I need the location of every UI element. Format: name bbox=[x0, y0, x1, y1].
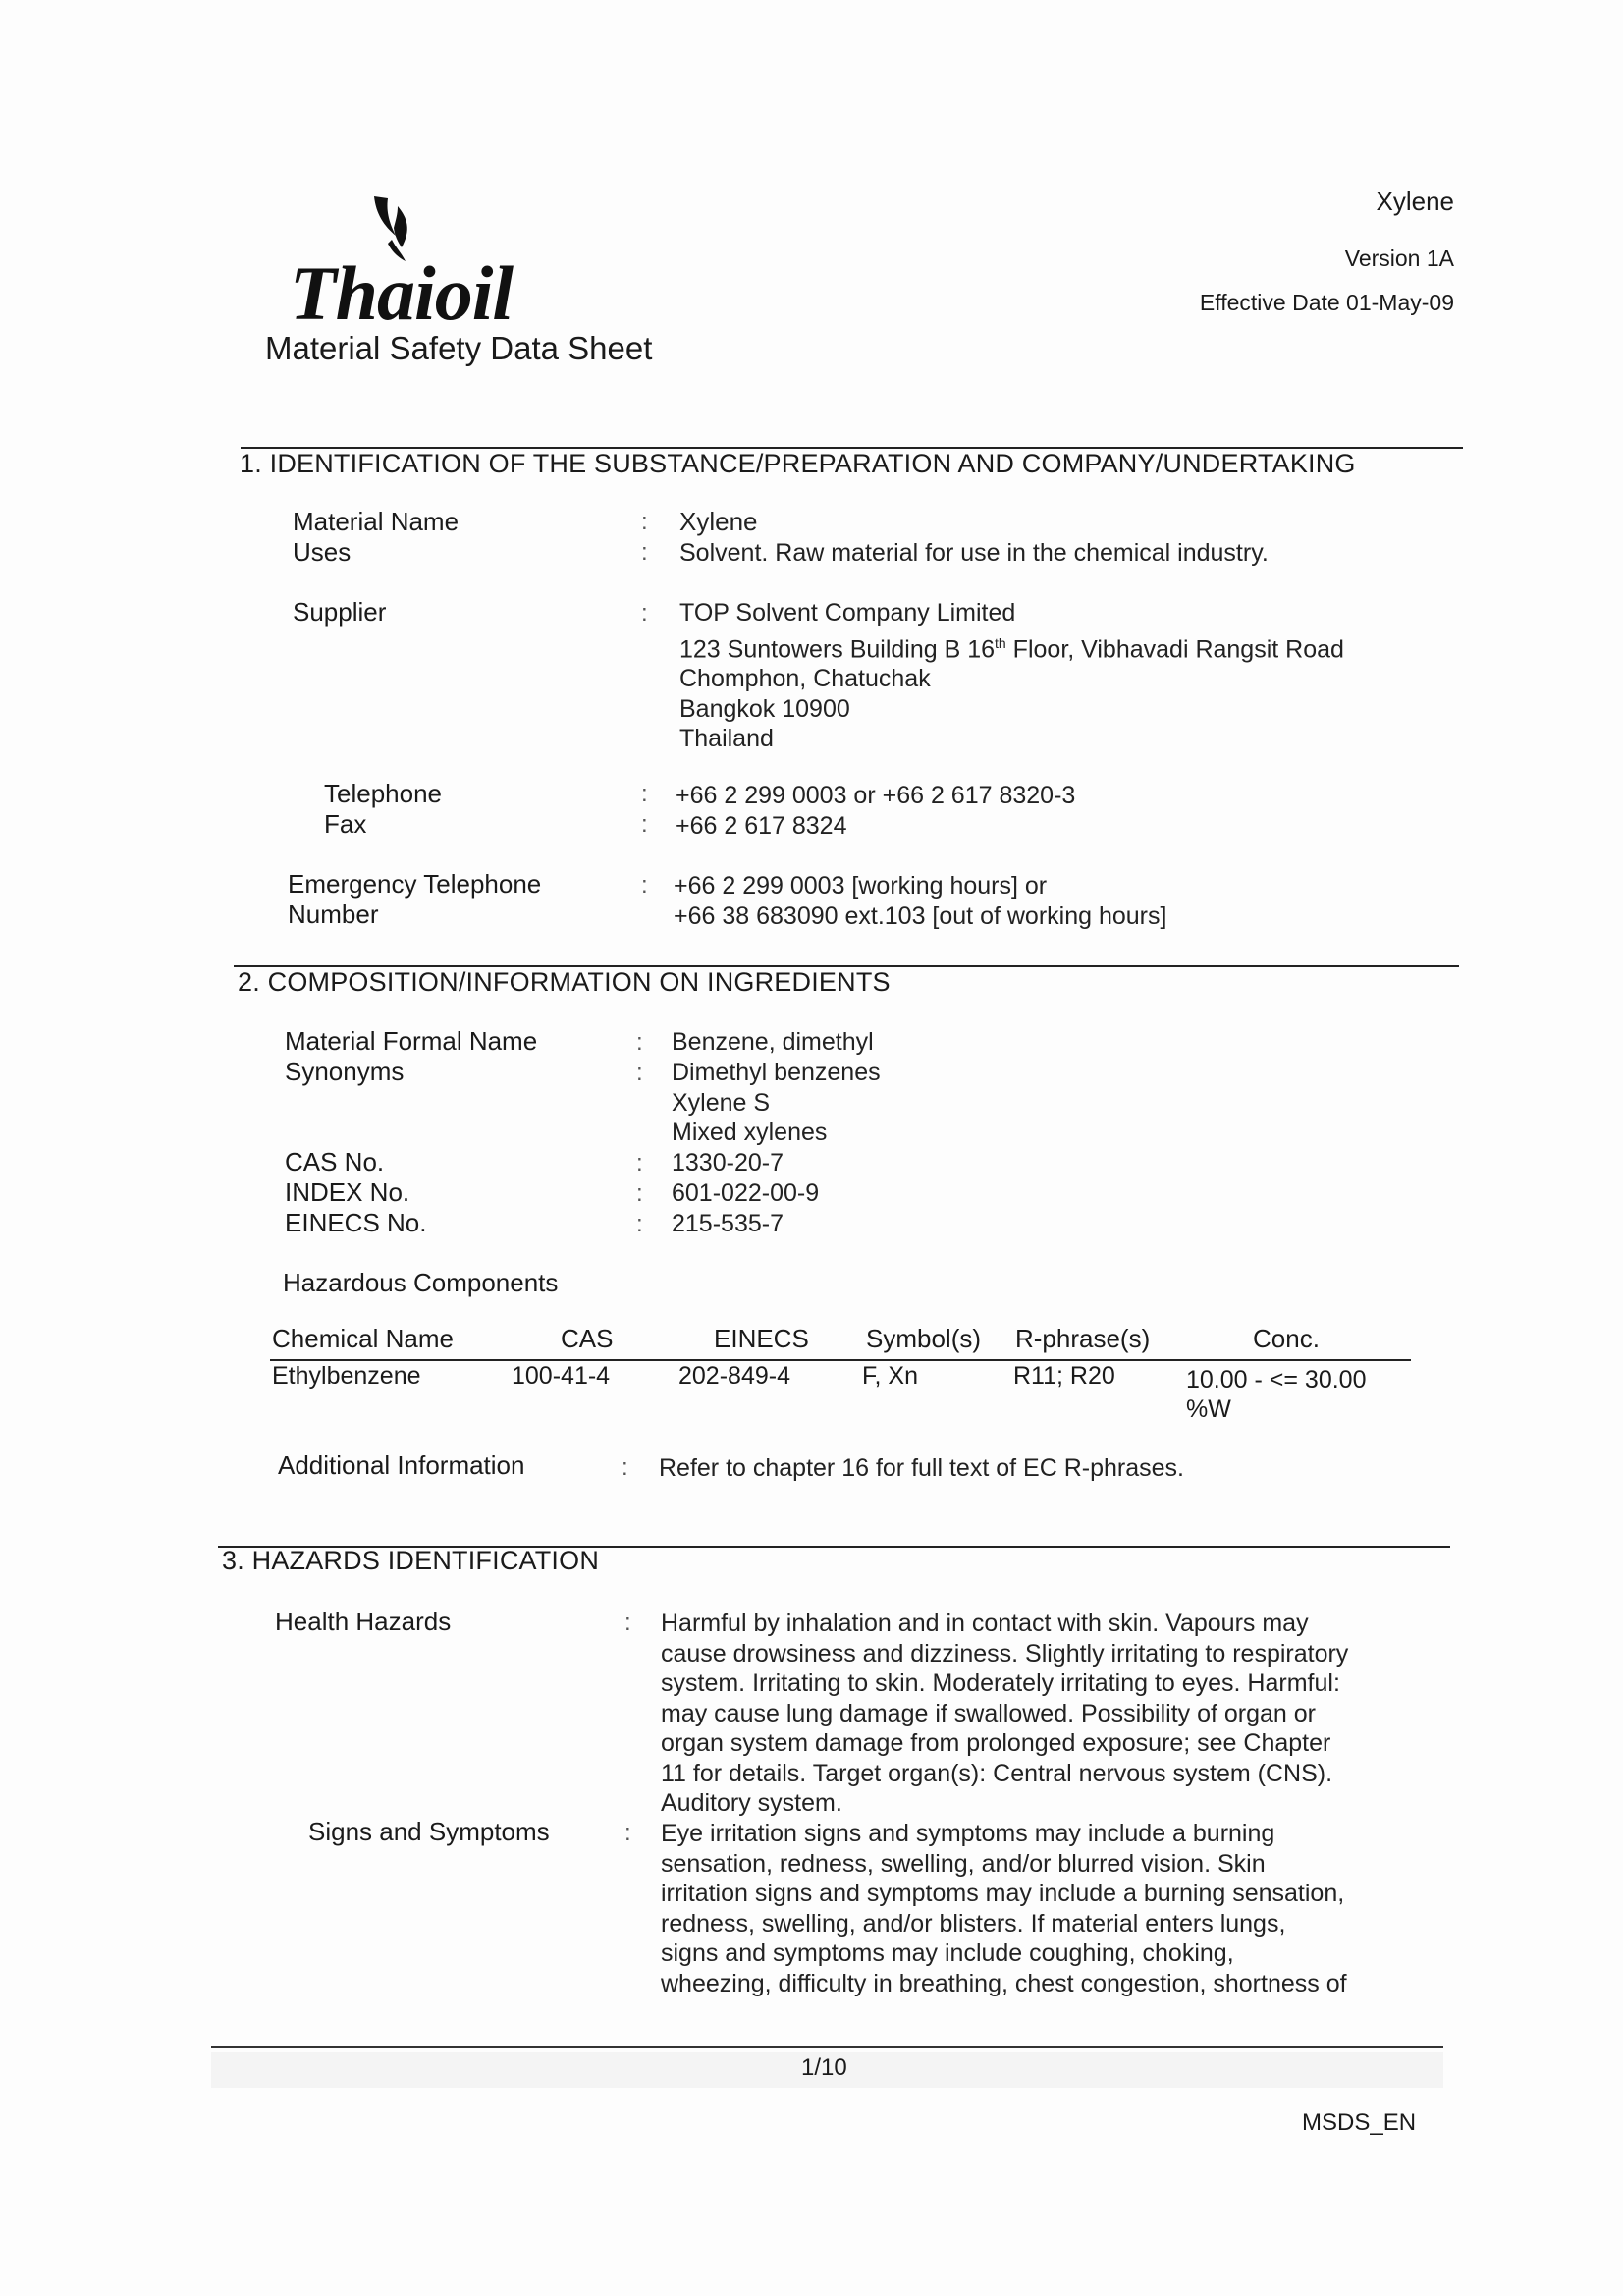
text-line: signs and symptoms may include coughing, choking, bbox=[661, 1940, 1234, 1967]
colon: : bbox=[641, 872, 648, 899]
document-code: MSDS_EN bbox=[1302, 2109, 1417, 2136]
document-title: Material Safety Data Sheet bbox=[265, 330, 653, 366]
index-label: INDEX No. bbox=[285, 1177, 410, 1207]
telephone-value: +66 2 299 0003 or +66 2 617 8320-3 bbox=[676, 782, 1076, 809]
colon: : bbox=[641, 811, 648, 838]
text-line: wheezing, difficulty in breathing, chest congestion, shortness of bbox=[661, 1969, 1347, 1997]
text-line: Eye irritation signs and symptoms may include a burning bbox=[661, 1820, 1275, 1847]
supplier-address-line-1 bbox=[679, 629, 1344, 665]
text-line: may cause lung damage if swallowed. Possibility of organ or bbox=[661, 1699, 1317, 1727]
einecs-value: 215-535-7 bbox=[672, 1210, 784, 1237]
col-header-cas: CAS bbox=[561, 1324, 614, 1353]
colon: : bbox=[641, 509, 648, 535]
conc-line-2: %W bbox=[1186, 1395, 1231, 1423]
synonym-item: Xylene S bbox=[672, 1088, 771, 1117]
product-name: Xylene bbox=[1376, 187, 1454, 216]
address-superscript: th bbox=[995, 634, 1006, 651]
colon: : bbox=[636, 1060, 643, 1086]
text-line: cause drowsiness and dizziness. Slightly irritating to respiratory bbox=[661, 1639, 1349, 1667]
additional-info-label: Additional Information bbox=[278, 1450, 525, 1480]
emergency-line-1: +66 2 299 0003 [working hours] or bbox=[674, 872, 1048, 900]
text-line: organ system damage from prolonged exposure; see Chapter bbox=[661, 1729, 1331, 1757]
synonyms-list bbox=[672, 1058, 881, 1148]
emergency-value bbox=[674, 871, 1166, 931]
text-line: sensation, redness, swelling, and/or blurred vision. Skin bbox=[661, 1849, 1266, 1878]
uses-value: Solvent. Raw material for use in the chemical industry. bbox=[679, 539, 1269, 567]
material-name-value: Xylene bbox=[679, 507, 758, 536]
signs-symptoms-text bbox=[661, 1819, 1347, 1998]
emergency-line-2: +66 38 683090 ext.103 [out of working hours] bbox=[674, 902, 1167, 930]
einecs-label: EINECS No. bbox=[285, 1208, 427, 1237]
address-part: Floor, Vibhavadi Rangsit Road bbox=[1005, 634, 1344, 663]
cell-rphrases: R11; R20 bbox=[1013, 1362, 1115, 1390]
col-header-chemical-name: Chemical Name bbox=[272, 1324, 454, 1353]
colon: : bbox=[636, 1029, 643, 1056]
effective-date: Effective Date 01-May-09 bbox=[1199, 290, 1454, 315]
logo-wordmark: Thaioil bbox=[290, 250, 514, 336]
colon: : bbox=[636, 1180, 643, 1207]
text-line: Auditory system. bbox=[661, 1789, 842, 1817]
hazardous-components-label: Hazardous Components bbox=[283, 1268, 559, 1297]
fax-label: Fax bbox=[324, 809, 367, 839]
address-part: 123 Suntowers Building B 16 bbox=[679, 634, 996, 663]
supplier-address-line-3: Bangkok 10900 bbox=[679, 694, 850, 723]
page-number: 1/10 bbox=[801, 2054, 847, 2081]
supplier-label: Supplier bbox=[293, 597, 387, 627]
section-2-title: 2. COMPOSITION/INFORMATION ON INGREDIENTS bbox=[238, 967, 891, 997]
formal-name-value: Benzene, dimethyl bbox=[672, 1028, 874, 1056]
signs-symptoms-label: Signs and Symptoms bbox=[308, 1817, 550, 1846]
colon: : bbox=[641, 539, 648, 566]
section-1-title: 1. IDENTIFICATION OF THE SUBSTANCE/PREPARATION AND COMPANY/UNDERTAKING bbox=[240, 449, 1356, 478]
col-header-symbols: Symbol(s) bbox=[866, 1324, 982, 1353]
colon: : bbox=[622, 1454, 628, 1481]
cas-label: CAS No. bbox=[285, 1147, 385, 1176]
footer-rule bbox=[211, 2046, 1443, 2048]
health-hazards-text bbox=[661, 1609, 1348, 1819]
material-name-label: Material Name bbox=[293, 507, 460, 536]
cell-symbols: F, Xn bbox=[862, 1362, 918, 1390]
version: Version 1A bbox=[1344, 246, 1454, 271]
conc-line-1: 10.00 - <= 30.00 bbox=[1186, 1366, 1367, 1394]
colon: : bbox=[636, 1211, 643, 1237]
additional-info-value: Refer to chapter 16 for full text of EC R-phrases. bbox=[659, 1454, 1184, 1482]
colon: : bbox=[641, 781, 648, 807]
text-line: irritation signs and symptoms may include a burning sensation, bbox=[661, 1880, 1345, 1907]
cas-value: 1330-20-7 bbox=[672, 1149, 784, 1176]
col-header-einecs: EINECS bbox=[714, 1324, 809, 1353]
supplier-address-line-2: Chomphon, Chatuchak bbox=[679, 665, 931, 693]
supplier-name: TOP Solvent Company Limited bbox=[679, 599, 1016, 627]
thaioil-logo bbox=[250, 196, 565, 336]
cell-chemical-name: Ethylbenzene bbox=[272, 1362, 421, 1390]
text-line: 11 for details. Target organ(s): Central nervous system (CNS). bbox=[661, 1759, 1333, 1787]
colon: : bbox=[636, 1150, 643, 1176]
text-line: redness, swelling, and/or blisters. If material enters lungs, bbox=[661, 1909, 1286, 1938]
formal-name-label: Material Formal Name bbox=[285, 1026, 538, 1056]
synonym-item: Mixed xylenes bbox=[672, 1119, 828, 1146]
section-3-title: 3. HAZARDS IDENTIFICATION bbox=[222, 1546, 600, 1575]
text-line: system. Irritating to skin. Moderately irritating to eyes. Harmful: bbox=[661, 1669, 1340, 1697]
supplier-block bbox=[679, 598, 1344, 754]
health-hazards-label: Health Hazards bbox=[275, 1607, 452, 1636]
emergency-label-line-2: Number bbox=[288, 900, 379, 929]
emergency-label-line-1: Emergency Telephone bbox=[288, 869, 542, 899]
telephone-label: Telephone bbox=[324, 779, 442, 808]
cell-cas: 100-41-4 bbox=[512, 1362, 611, 1390]
col-header-rphrases: R-phrase(s) bbox=[1015, 1324, 1151, 1353]
uses-label: Uses bbox=[293, 537, 352, 567]
fax-value: +66 2 617 8324 bbox=[676, 812, 847, 840]
index-value: 601-022-00-9 bbox=[672, 1179, 820, 1207]
cell-conc bbox=[1186, 1365, 1366, 1424]
cell-einecs: 202-849-4 bbox=[678, 1362, 790, 1390]
text-line: Harmful by inhalation and in contact with skin. Vapours may bbox=[661, 1610, 1309, 1637]
synonym-item: Dimethyl benzenes bbox=[672, 1059, 881, 1086]
col-header-conc: Conc. bbox=[1253, 1324, 1320, 1353]
colon: : bbox=[641, 600, 648, 627]
colon: : bbox=[624, 1610, 631, 1636]
supplier-address-line-4: Thailand bbox=[679, 725, 774, 753]
colon: : bbox=[624, 1820, 631, 1846]
table-header-rule bbox=[270, 1359, 1411, 1361]
synonyms-label: Synonyms bbox=[285, 1057, 405, 1086]
